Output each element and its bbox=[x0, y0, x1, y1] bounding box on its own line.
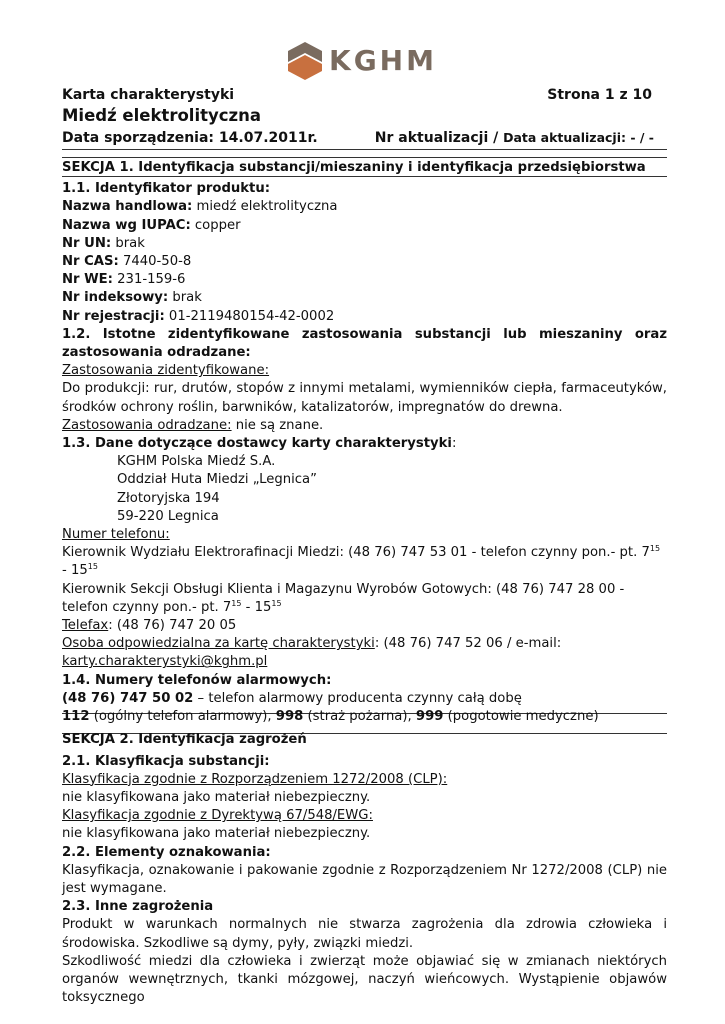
kghm-logo bbox=[288, 42, 438, 82]
trade-name-key: Nazwa handlowa: bbox=[62, 199, 193, 215]
heading-1-1: 1.1. Identyfikator produktu: bbox=[62, 181, 271, 197]
iupac-key: Nazwa wg IUPAC: bbox=[62, 217, 191, 233]
phone-1-sup-end: 15 bbox=[87, 562, 98, 572]
heading-2-3: 2.3. Inne zagrożenia bbox=[62, 899, 214, 915]
we-value: 231-159-6 bbox=[112, 272, 186, 288]
phone-1-text: Kierownik Wydziału Elektrorafinacji Miedzi: (48 76) 747 53 01 - telefon czynny pon.- pt. 7 bbox=[62, 545, 650, 561]
update-info bbox=[375, 129, 654, 147]
address-line: Oddział Huta Miedzi „Legnica” bbox=[117, 472, 317, 488]
kghm-logo-mark-icon bbox=[288, 42, 322, 80]
registration-value: 01-2119480154-42-0002 bbox=[164, 308, 335, 324]
alarm-999: 999 bbox=[415, 709, 444, 725]
email-link[interactable]: karty.charakterystyki@kghm.pl bbox=[62, 654, 268, 670]
product-title: Miedź elektrolityczna bbox=[62, 106, 262, 125]
update-number-label: Nr aktualizacji / bbox=[374, 130, 499, 146]
phone-2-sup-start: 15 bbox=[231, 598, 242, 608]
clp-label: Klasyfikacja zgodnie z Rozporządzeniem 1272/2008 (CLP): bbox=[62, 771, 448, 787]
alarm-producer-number: (48 76) 747 50 02 bbox=[62, 690, 194, 706]
un-value: brak bbox=[111, 235, 145, 251]
other-hazards-1: Produkt w warunkach normalnych nie stwarza zagrożenia dla zdrowia człowieka i środowiska. Szkodliwe są dymy, pyły, związki miedzi. bbox=[62, 917, 667, 951]
alarm-999-text: (pogotowie medyczne) bbox=[443, 709, 599, 725]
heading-1-3-colon: : bbox=[451, 436, 457, 452]
doc-type: Karta charakterystyki bbox=[62, 87, 235, 103]
advised-against-label: Zastosowania odradzane: bbox=[62, 417, 232, 433]
heading-2-1: 2.1. Klasyfikacja substancji: bbox=[62, 753, 270, 769]
un-key: Nr UN: bbox=[62, 235, 112, 251]
un-row bbox=[62, 235, 667, 253]
alarm-producer-text: – telefon alarmowy producenta czynny całą dobę bbox=[193, 690, 522, 706]
address-line: KGHM Polska Miedź S.A. bbox=[117, 454, 276, 470]
header-rule bbox=[62, 149, 667, 150]
kghm-logo-text: KGHM bbox=[329, 44, 437, 77]
directive-text: nie klasyfikowana jako materiał niebezpieczny. bbox=[62, 826, 371, 842]
responsible-row bbox=[62, 635, 667, 653]
document-body bbox=[62, 156, 667, 1007]
page-number: Strona 1 z 10 bbox=[547, 87, 652, 103]
alarm-line-2 bbox=[62, 708, 667, 726]
other-hazards-2: Szkodliwość miedzi dla człowieka i zwierząt może objawiać się w zmianach niektórych organów wewnętrznych, tkanki mózgowej, naczyń wieńcowych. Wystąpienie objawów toksycznego bbox=[62, 953, 667, 1006]
heading-2-2: 2.2. Elementy oznakowania: bbox=[62, 844, 271, 860]
identified-uses-label: Zastosowania zidentyfikowane: bbox=[62, 363, 270, 379]
fax-label: Telefax bbox=[62, 618, 109, 634]
cas-value: 7440-50-8 bbox=[118, 254, 192, 270]
phone-2-mid: - 15 bbox=[241, 599, 272, 615]
heading-1-4: 1.4. Numery telefonów alarmowych: bbox=[62, 672, 332, 688]
alarm-998-text: (straż pożarna), bbox=[303, 709, 416, 725]
phone-1-sup-start: 15 bbox=[649, 544, 661, 554]
phone-1-mid: - 15 bbox=[62, 563, 88, 579]
clp-text: nie klasyfikowana jako materiał niebezpieczny. bbox=[62, 789, 371, 805]
advised-against-text: nie są znane. bbox=[231, 417, 324, 433]
phone-2-sup-end: 15 bbox=[271, 598, 282, 608]
phone-line-2 bbox=[62, 581, 667, 617]
update-date: Data aktualizacji: - / - bbox=[503, 130, 654, 145]
index-key: Nr indeksowy: bbox=[62, 290, 169, 306]
address-line: 59-220 Legnica bbox=[117, 508, 219, 524]
identified-uses-text: Do produkcji: rur, drutów, stopów z innymi metalami, wymienników ciepła, farmaceutyków, środków ochrony roślin, barwników, katalizatorów, impregnatów do drewna. bbox=[62, 381, 667, 415]
directive-label: Klasyfikacja zgodnie z Dyrektywą 67/548/EWG: bbox=[62, 808, 373, 824]
fax-number: : (48 76) 747 20 05 bbox=[108, 618, 237, 634]
index-value: brak bbox=[168, 290, 202, 306]
responsible-label: Osoba odpowiedzialna za kartę charakterystyki bbox=[62, 636, 375, 652]
index-row bbox=[62, 289, 667, 307]
section1-title: SEKCJA 1. Identyfikacja substancji/mieszaniny i identyfikacja przedsiębiorstwa bbox=[62, 160, 646, 175]
responsible-contact: : (48 76) 747 52 06 / e-mail: bbox=[374, 636, 562, 652]
heading-1-2: 1.2. Istotne zidentyfikowane zastosowania substancji lub mieszaniny oraz zastosowania odradzane: bbox=[62, 326, 667, 361]
alarm-112: 112 bbox=[62, 709, 90, 725]
phone-2-text: Kierownik Sekcji Obsługi Klienta i Magazynu Wyrobów Gotowych: (48 76) 747 28 00 - telefon czynny pon.- pt. 7 bbox=[62, 581, 625, 615]
heading-1-3 bbox=[62, 435, 667, 453]
phone-label: Numer telefonu: bbox=[62, 527, 170, 543]
address-line: Złotoryjska 194 bbox=[117, 490, 220, 506]
alarm-112-text: (ogólny telefon alarmowy), bbox=[89, 709, 276, 725]
alarm-line-1 bbox=[62, 690, 667, 708]
iupac-row bbox=[62, 217, 667, 235]
iupac-value: copper bbox=[190, 217, 241, 233]
cas-row bbox=[62, 253, 667, 271]
section2-title: SEKCJA 2. Identyfikacja zagrożeń bbox=[62, 732, 307, 748]
heading-1-3-text: 1.3. Dane dotyczące dostawcy karty charakterystyki bbox=[62, 436, 452, 452]
registration-key: Nr rejestracji: bbox=[62, 308, 165, 324]
fax-row bbox=[62, 617, 667, 635]
creation-date: Data sporządzenia: 14.07.2011r. bbox=[62, 130, 318, 146]
we-row bbox=[62, 271, 667, 289]
trade-name-row bbox=[62, 198, 667, 216]
registration-row bbox=[62, 308, 667, 326]
trade-name-value: miedź elektrolityczna bbox=[192, 199, 338, 215]
cas-key: Nr CAS: bbox=[62, 254, 119, 270]
advised-against-row bbox=[62, 417, 667, 435]
labelling-text: Klasyfikacja, oznakowanie i pakowanie zgodnie z Rozporządzeniem Nr 1272/2008 (CLP) nie jest wymagane. bbox=[62, 862, 667, 896]
we-key: Nr WE: bbox=[62, 272, 113, 288]
alarm-998: 998 bbox=[275, 709, 304, 725]
phone-line-1 bbox=[62, 544, 667, 580]
